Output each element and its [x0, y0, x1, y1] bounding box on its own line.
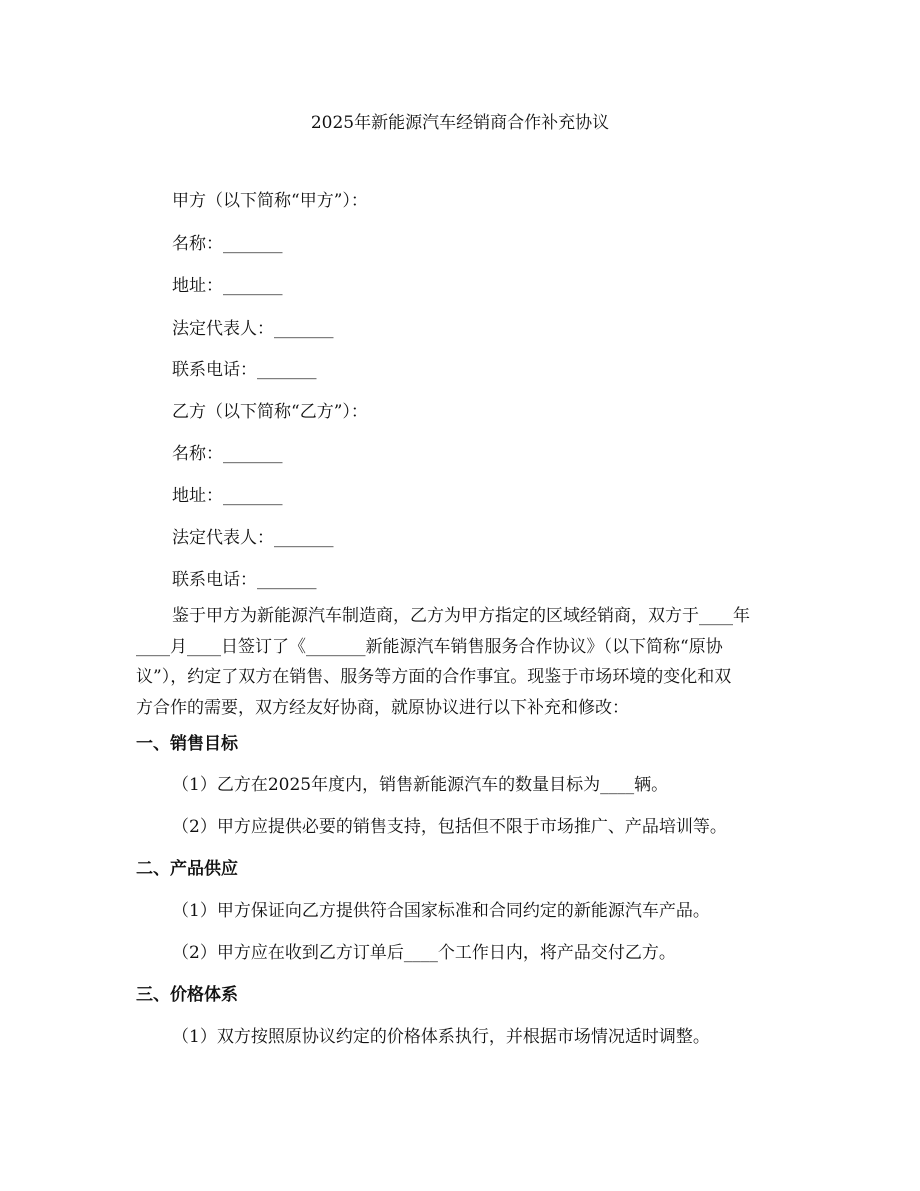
party-a-legal-rep: 法定代表人：_______	[172, 319, 334, 339]
section-item: （1）乙方在2025年度内，销售新能源汽车的数量目标为____辆。	[172, 775, 669, 795]
preamble-line: 议”），约定了双方在销售、服务等方面的合作事宜。现鉴于市场环境的变化和双	[136, 667, 732, 687]
section-item: （2）甲方应提供必要的销售支持，包括但不限于市场推广、产品培训等。	[172, 817, 727, 837]
party-b-address: 地址：_______	[172, 486, 283, 506]
document-title: 2025年新能源汽车经销商合作补充协议	[310, 113, 610, 133]
preamble-line: 鉴于甲方为新能源汽车制造商，乙方为甲方指定的区域经销商，双方于____年	[172, 606, 750, 626]
party-b-name: 名称：_______	[172, 444, 283, 464]
party-b-legal-rep: 法定代表人：_______	[172, 528, 334, 548]
section-heading-sales-target: 一、销售目标	[136, 734, 238, 754]
section-item: （2）甲方应在收到乙方订单后____个工作日内，将产品交付乙方。	[172, 943, 676, 963]
preamble-paragraph	[136, 601, 786, 723]
section-heading-pricing-system: 三、价格体系	[136, 985, 238, 1005]
section-item: （1）双方按照原协议约定的价格体系执行，并根据市场情况适时调整。	[172, 1027, 710, 1047]
party-b-header: 乙方（以下简称“乙方”）：	[172, 402, 368, 422]
section-item: （1）甲方保证向乙方提供符合国家标准和合同约定的新能源汽车产品。	[172, 901, 710, 921]
party-a-header: 甲方（以下简称“甲方”）：	[172, 191, 368, 211]
party-a-phone: 联系电话：_______	[172, 360, 317, 380]
party-a-name: 名称：_______	[172, 234, 283, 254]
section-heading-product-supply: 二、产品供应	[136, 859, 238, 879]
party-b-phone: 联系电话：_______	[172, 570, 317, 590]
preamble-line: ____月____日签订了《_______新能源汽车销售服务合作协议》（以下简称“原协	[136, 636, 723, 657]
preamble-line: 方合作的需要，双方经友好协商，就原协议进行以下补充和修改：	[136, 697, 629, 718]
party-a-address: 地址：_______	[172, 276, 283, 296]
